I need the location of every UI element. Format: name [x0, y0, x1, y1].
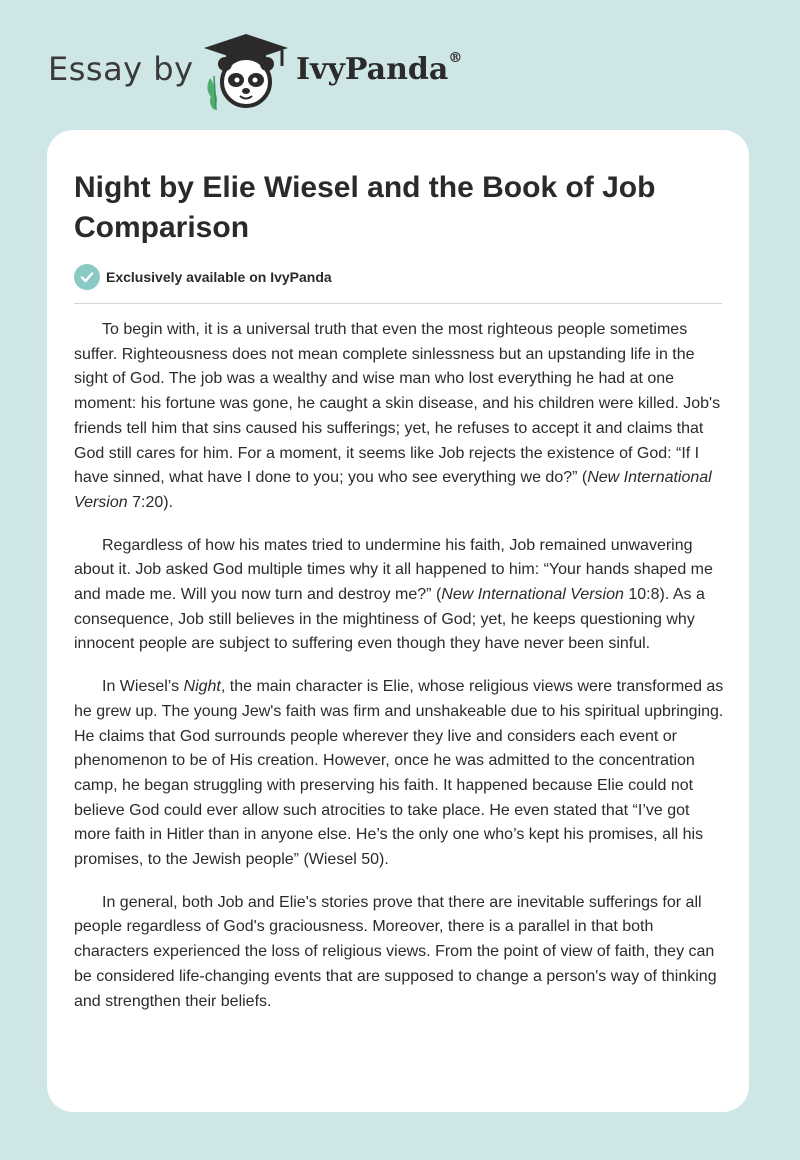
paragraph-text: In Wiesel’s: [102, 678, 184, 696]
page-title: Night by Elie Wiesel and the Book of Job Comparison: [74, 171, 656, 244]
paragraph-text: , the main character is Elie, whose religious views were transformed as he grew up. The young Jew's faith was firm and unshakeable due to his spiritual upbringing. He claims that God surrounds people wherever they live and considers each event or phenomenon to be of His creation. However, once he was admitted to the concentration camp, he began struggling with preserving his faith. It happened because Elie could not believe God could ever allow such atrocities to take place. He even stated that “I’ve got more faith in Hitler than in anyone else. He’s the only one who’s kept his promises, all his promises, to the Jewish people” (Wiesel 50).: [74, 678, 724, 869]
essay-by-label: Essay by: [48, 50, 194, 88]
check-circle-icon: [74, 264, 100, 290]
essay-body: [74, 318, 724, 1032]
paragraph-text: In general, both Job and Elie's stories prove that there are inevitable sufferings for all people regardless of God's graciousness. Moreover, there is a parallel in that both characters experienced the loss of religious views. From the point of view of faith, they can be considered life-changing events that are supposed to change a person's way of thinking and strengthen their beliefs.: [74, 893, 717, 1010]
brand-name[interactable]: [296, 52, 462, 87]
italic-citation: New International Version: [74, 469, 712, 511]
italic-citation: New International Version: [441, 586, 624, 604]
badge-text: Exclusively available on IvyPanda: [106, 269, 332, 285]
registered-mark: ®: [448, 50, 463, 66]
essay-paragraph: [74, 675, 724, 873]
brand-text: IvyPanda: [296, 52, 449, 87]
essay-paragraph: [74, 318, 724, 516]
essay-card: [47, 130, 749, 1112]
divider: [74, 303, 722, 304]
essay-paragraph: [74, 534, 724, 658]
italic-citation: Night: [183, 678, 221, 696]
paragraph-text: 10:8). As a consequence, Job still believes in the mightiness of God; yet, he keeps questioning why innocent people are subject to suffering even though they have never been sinful.: [74, 586, 705, 653]
paragraph-text: Regardless of how his mates tried to undermine his faith, Job remained unwavering about it. Job asked God multiple times why it all happened to him: “Your hands shaped me and made me. Will you now turn and destroy me?” (: [74, 536, 713, 604]
paragraph-text: 7:20).: [127, 493, 174, 511]
paragraph-text: To begin with, it is a universal truth that even the most righteous people sometimes suffer. Righteousness does not mean complete sinlessness but an upstanding life in the sight of God. The job was a wealthy and wise man who lost everything he had at one moment: his fortune was gone, he caught a skin disease, and his children were killed. Job's friends tell him that sins caused his sufferings; yet, he refuses to accept it and claims that God still cares for him. For a moment, it seems like Job rejects the existence of God: “If I have sinned, what have I done to you; you who see everything we do?” (: [74, 321, 721, 487]
site-header: [0, 0, 800, 130]
panda-graduate-icon[interactable]: [200, 30, 292, 112]
essay-paragraph: [74, 891, 724, 1015]
exclusive-badge: [74, 263, 332, 291]
